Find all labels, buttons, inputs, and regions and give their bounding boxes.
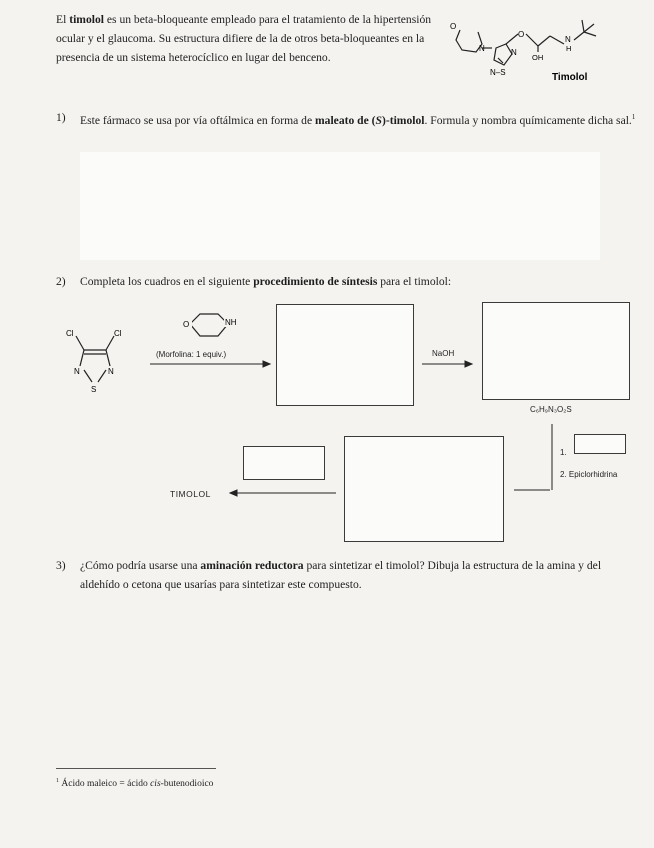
thiadiazole-ring (494, 44, 512, 65)
amine-n-atom: N (565, 35, 571, 44)
product-timolol-label: TIMOLOL (170, 489, 211, 499)
morpholine-reagent-o-atom: O (183, 320, 190, 329)
intermediate-box-3[interactable] (344, 436, 504, 542)
intermediate-box-2[interactable] (482, 302, 630, 400)
intro-bold-timolol: timolol (69, 13, 104, 26)
reagent-morpholine-label: (Morfolina: 1 equiv.) (156, 350, 227, 359)
hydroxyl-label: OH (532, 53, 544, 62)
question-3-number: 3) (56, 559, 66, 572)
intro-paragraph (56, 10, 446, 67)
step-3-number: 1. (560, 448, 567, 457)
footnote: $^1$ Ácido maleico = ácido cis-butenodioico (56, 778, 214, 790)
timolol-name-label: Timolol (552, 72, 588, 83)
question-1-number: 1) (56, 111, 66, 124)
morpholine-o-atom: O (450, 22, 457, 31)
reagent-box-step-3[interactable] (574, 434, 626, 454)
reagent-box-step-4[interactable] (243, 446, 325, 480)
footnote-divider (56, 768, 216, 769)
intro-text-rest: es un beta-bloqueante empleado para el tratamiento de la hipertensión ocular y el glaucoma. Su estructura difiere de la de otros beta-bloqueantes en la presencia de un sistema heterocíclico en lugar del benceno. (56, 13, 432, 64)
nitrogen-left-atom: N (74, 367, 80, 376)
reagent-naoh-label: NaOH (432, 349, 455, 358)
question-1-text: Este fármaco se usa por vía oftálmica en forma de maleato de (S)-timolol. Formula y nombra químicamente dicha sal.$^1$ (80, 113, 636, 127)
timolol-structure (446, 10, 646, 88)
sulfur-atom: S (91, 385, 97, 394)
amine-h-atom: H (566, 44, 572, 53)
footnote-reference: 1 (631, 113, 636, 121)
question-3 (56, 556, 636, 596)
question-2-number: 2) (56, 275, 66, 288)
morpholine-n-atom: N (479, 44, 485, 53)
dichlorothiadiazole-structure (62, 322, 136, 398)
question-2-text: Completa los cuadros en el siguiente procedimiento de síntesis para el timolol: (80, 275, 452, 288)
ether-o-atom: O (518, 30, 525, 39)
question-3-text: ¿Cómo podría usarse una aminación reductora para sintetizar el timolol? Dibuja la estructura de la amina y del aldehído o cetona que usarías para sintetizar este compuesto. (80, 559, 602, 591)
nitrogen-right-atom: N (108, 367, 114, 376)
answer-area-1[interactable] (80, 152, 600, 260)
thiadiazole-n-atom: N (511, 48, 517, 57)
intermediate-box-1[interactable] (276, 304, 414, 406)
intro-text-start: El (56, 13, 70, 26)
chlorine-left-atom: Cl (66, 329, 74, 338)
chlorine-right-atom: Cl (114, 329, 122, 338)
morpholine-structure (176, 306, 246, 346)
molecular-formula-label: C₆H₉N₃O₂S (530, 405, 572, 414)
question-2 (56, 272, 636, 292)
question-1 (56, 108, 636, 148)
reagent-epichlorohydrin-label: 2. Epiclorhidrina (560, 470, 618, 479)
thiadiazole-ns-atoms: N–S (490, 68, 506, 77)
answer-area-3[interactable] (80, 604, 620, 754)
morpholine-reagent-nh-atom: NH (225, 318, 237, 327)
